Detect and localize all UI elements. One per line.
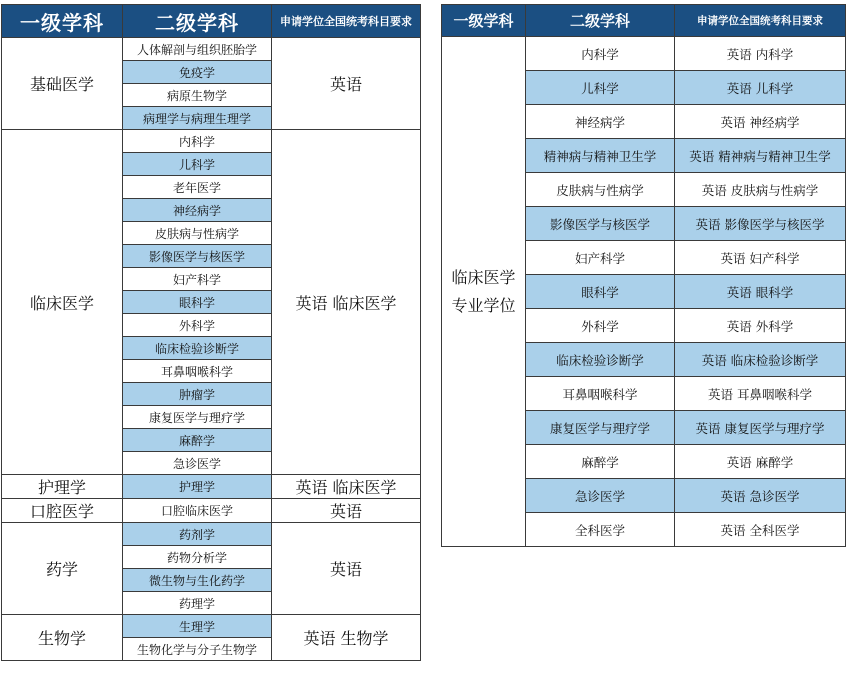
exam-requirement: 英语 临床医学 — [272, 475, 421, 499]
header-first-level: 一级学科 — [2, 5, 123, 38]
second-level-discipline: 妇产科学 — [526, 241, 675, 275]
table-row — [2, 615, 421, 638]
second-level-discipline: 康复医学与理疗学 — [526, 411, 675, 445]
second-level-discipline: 全科医学 — [526, 513, 675, 547]
second-level-discipline: 急诊医学 — [526, 479, 675, 513]
second-level-discipline: 影像医学与核医学 — [123, 245, 272, 268]
header-first-level: 一级学科 — [442, 5, 526, 37]
second-level-discipline: 病理学与病理生理学 — [123, 107, 272, 130]
second-level-discipline: 神经病学 — [526, 105, 675, 139]
second-level-discipline: 临床检验诊断学 — [123, 337, 272, 360]
exam-requirement: 英语 全科医学 — [675, 513, 846, 547]
second-level-discipline: 人体解剖与组织胚胎学 — [123, 38, 272, 61]
second-level-discipline: 内科学 — [123, 130, 272, 153]
exam-requirement: 英语 皮肤病与性病学 — [675, 173, 846, 207]
exam-requirement: 英语 精神病与精神卫生学 — [675, 139, 846, 173]
exam-requirement: 英语 临床检验诊断学 — [675, 343, 846, 377]
table-row — [2, 38, 421, 61]
second-level-discipline: 皮肤病与性病学 — [526, 173, 675, 207]
header-exam-requirement: 申请学位全国统考科目要求 — [272, 5, 421, 38]
table-row — [442, 37, 846, 71]
table-header-row — [442, 5, 846, 37]
exam-requirement: 英语 影像医学与核医学 — [675, 207, 846, 241]
first-level-discipline: 基础医学 — [2, 38, 123, 130]
second-level-discipline: 眼科学 — [123, 291, 272, 314]
exam-requirement: 英语 神经病学 — [675, 105, 846, 139]
second-level-discipline: 外科学 — [123, 314, 272, 337]
academic-discipline-table — [1, 4, 421, 661]
exam-requirement: 英语 耳鼻咽喉科学 — [675, 377, 846, 411]
second-level-discipline: 护理学 — [123, 475, 272, 499]
second-level-discipline: 临床检验诊断学 — [526, 343, 675, 377]
second-level-discipline: 耳鼻咽喉科学 — [123, 360, 272, 383]
first-level-discipline: 生物学 — [2, 615, 123, 661]
exam-requirement: 英语 — [272, 499, 421, 523]
first-level-discipline: 口腔医学 — [2, 499, 123, 523]
second-level-discipline: 妇产科学 — [123, 268, 272, 291]
exam-requirement: 英语 — [272, 523, 421, 615]
second-level-discipline: 外科学 — [526, 309, 675, 343]
header-second-level: 二级学科 — [526, 5, 675, 37]
second-level-discipline: 儿科学 — [526, 71, 675, 105]
table-header-row — [2, 5, 421, 38]
second-level-discipline: 耳鼻咽喉科学 — [526, 377, 675, 411]
first-level-discipline: 护理学 — [2, 475, 123, 499]
second-level-discipline: 神经病学 — [123, 199, 272, 222]
table-row — [2, 130, 421, 153]
first-level-discipline: 临床医学 专业学位 — [442, 37, 526, 547]
exam-requirement: 英语 急诊医学 — [675, 479, 846, 513]
exam-requirement: 英语 康复医学与理疗学 — [675, 411, 846, 445]
table-row — [2, 523, 421, 546]
second-level-discipline: 免疫学 — [123, 61, 272, 84]
second-level-discipline: 老年医学 — [123, 176, 272, 199]
first-level-discipline: 药学 — [2, 523, 123, 615]
first-level-discipline: 临床医学 — [2, 130, 123, 475]
exam-requirement: 英语 生物学 — [272, 615, 421, 661]
second-level-discipline: 儿科学 — [123, 153, 272, 176]
exam-requirement: 英语 临床医学 — [272, 130, 421, 475]
second-level-discipline: 急诊医学 — [123, 452, 272, 475]
second-level-discipline: 生理学 — [123, 615, 272, 638]
second-level-discipline: 内科学 — [526, 37, 675, 71]
exam-requirement: 英语 — [272, 38, 421, 130]
exam-requirement: 英语 麻醉学 — [675, 445, 846, 479]
second-level-discipline: 影像医学与核医学 — [526, 207, 675, 241]
table-row — [2, 475, 421, 499]
header-exam-requirement: 申请学位全国统考科目要求 — [675, 5, 846, 37]
table-row — [2, 499, 421, 523]
second-level-discipline: 病原生物学 — [123, 84, 272, 107]
second-level-discipline: 药剂学 — [123, 523, 272, 546]
second-level-discipline: 康复医学与理疗学 — [123, 406, 272, 429]
second-level-discipline: 麻醉学 — [526, 445, 675, 479]
exam-requirement: 英语 眼科学 — [675, 275, 846, 309]
exam-requirement: 英语 内科学 — [675, 37, 846, 71]
second-level-discipline: 微生物与生化药学 — [123, 569, 272, 592]
second-level-discipline: 眼科学 — [526, 275, 675, 309]
second-level-discipline: 肿瘤学 — [123, 383, 272, 406]
exam-requirement: 英语 妇产科学 — [675, 241, 846, 275]
exam-requirement: 英语 儿科学 — [675, 71, 846, 105]
professional-degree-table — [441, 4, 846, 547]
second-level-discipline: 精神病与精神卫生学 — [526, 139, 675, 173]
second-level-discipline: 口腔临床医学 — [123, 499, 272, 523]
second-level-discipline: 药理学 — [123, 592, 272, 615]
second-level-discipline: 生物化学与分子生物学 — [123, 638, 272, 661]
header-second-level: 二级学科 — [123, 5, 272, 38]
exam-requirement: 英语 外科学 — [675, 309, 846, 343]
second-level-discipline: 麻醉学 — [123, 429, 272, 452]
second-level-discipline: 皮肤病与性病学 — [123, 222, 272, 245]
second-level-discipline: 药物分析学 — [123, 546, 272, 569]
